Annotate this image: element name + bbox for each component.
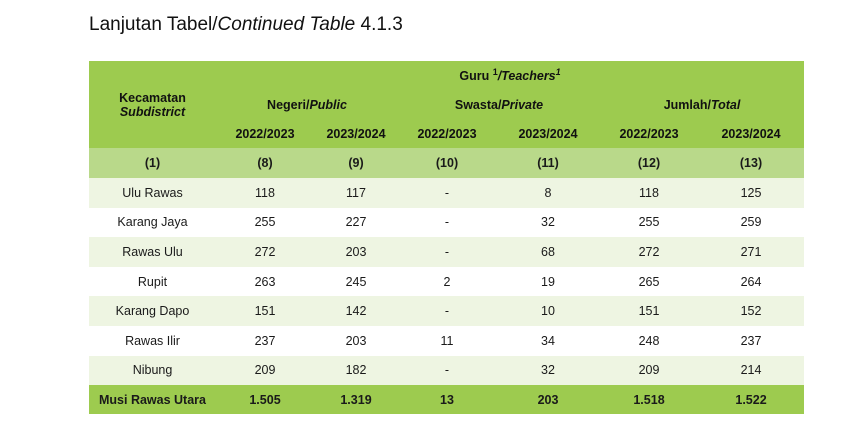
table-row	[89, 267, 804, 297]
col-number: (1)	[89, 148, 216, 178]
header-group-total	[600, 90, 804, 119]
col-number: (9)	[314, 148, 398, 178]
header-guru-label: Guru	[459, 68, 493, 83]
col-number: (11)	[496, 148, 600, 178]
header-teachers-sup: 1	[555, 66, 561, 77]
total-cell: 203	[496, 385, 600, 414]
cell: 264	[698, 267, 804, 297]
col-number: (13)	[698, 148, 804, 178]
total-cell: 13	[398, 385, 496, 414]
cell: 271	[698, 237, 804, 267]
cell: 263	[216, 267, 314, 297]
cell: 117	[314, 178, 398, 208]
cell: 248	[600, 326, 698, 356]
table-row	[89, 237, 804, 267]
total-cell: 1.522	[698, 385, 804, 414]
table-row	[89, 296, 804, 326]
cell: 272	[600, 237, 698, 267]
total-row	[89, 385, 804, 414]
cell: 209	[600, 356, 698, 386]
cell: 19	[496, 267, 600, 297]
cell: 142	[314, 296, 398, 326]
row-name: Karang Dapo	[89, 296, 216, 326]
header-year: 2022/2023	[398, 119, 496, 148]
col-number: (8)	[216, 148, 314, 178]
col-number: (12)	[600, 148, 698, 178]
row-name: Rawas Ilir	[89, 326, 216, 356]
cell: 68	[496, 237, 600, 267]
group-private-id: Swasta/	[454, 97, 502, 112]
cell: 203	[314, 326, 398, 356]
table-row	[89, 178, 804, 208]
group-total-en: Total	[710, 97, 741, 112]
cell: 11	[398, 326, 496, 356]
group-public-en: Public	[309, 97, 347, 112]
group-public-id: Negeri/	[267, 97, 310, 112]
cell: 151	[600, 296, 698, 326]
cell: 10	[496, 296, 600, 326]
cell: 272	[216, 237, 314, 267]
header-year: 2022/2023	[216, 119, 314, 148]
cell: 118	[600, 178, 698, 208]
total-cell: 1.518	[600, 385, 698, 414]
col-number: (10)	[398, 148, 496, 178]
header-subdistrict-label: Subdistrict	[119, 104, 186, 119]
row-name: Rawas Ulu	[89, 237, 216, 267]
cell: 255	[216, 208, 314, 238]
header-kecamatan	[89, 61, 216, 148]
table-row	[89, 356, 804, 386]
header-teachers-label: /Teachers	[497, 68, 556, 83]
header-year: 2023/2024	[314, 119, 398, 148]
cell: -	[398, 178, 496, 208]
header-teachers	[216, 61, 804, 90]
cell: 259	[698, 208, 804, 238]
cell: 118	[216, 178, 314, 208]
cell: 34	[496, 326, 600, 356]
header-year: 2023/2024	[698, 119, 804, 148]
total-cell: 1.505	[216, 385, 314, 414]
group-private-en: Private	[501, 97, 544, 112]
table-row	[89, 208, 804, 238]
cell: 203	[314, 237, 398, 267]
total-cell: 1.319	[314, 385, 398, 414]
title-number: 4.1.3	[355, 14, 403, 35]
teachers-table	[89, 61, 804, 414]
row-name: Nibung	[89, 356, 216, 386]
cell: 237	[216, 326, 314, 356]
cell: 32	[496, 208, 600, 238]
cell: -	[398, 208, 496, 238]
title-italic: Continued Table	[217, 14, 356, 35]
header-year: 2022/2023	[600, 119, 698, 148]
header-group-private	[398, 90, 600, 119]
header-group-public	[216, 90, 398, 119]
header-kecamatan-label: Kecamatan	[119, 90, 186, 105]
page-title	[89, 14, 403, 36]
cell: 151	[216, 296, 314, 326]
title-prefix: Lanjutan Tabel/	[89, 14, 218, 35]
cell: 2	[398, 267, 496, 297]
cell: 32	[496, 356, 600, 386]
cell: 152	[698, 296, 804, 326]
group-total-id: Jumlah/	[663, 97, 711, 112]
cell: -	[398, 237, 496, 267]
cell: 255	[600, 208, 698, 238]
cell: -	[398, 296, 496, 326]
cell: 125	[698, 178, 804, 208]
header-year: 2023/2024	[496, 119, 600, 148]
table-row	[89, 326, 804, 356]
cell: -	[398, 356, 496, 386]
cell: 182	[314, 356, 398, 386]
cell: 265	[600, 267, 698, 297]
row-name: Ulu Rawas	[89, 178, 216, 208]
cell: 245	[314, 267, 398, 297]
total-name: Musi Rawas Utara	[89, 385, 216, 414]
cell: 8	[496, 178, 600, 208]
row-name: Karang Jaya	[89, 208, 216, 238]
cell: 209	[216, 356, 314, 386]
cell: 227	[314, 208, 398, 238]
cell: 237	[698, 326, 804, 356]
header-guru-sup: 1	[492, 66, 498, 77]
row-name: Rupit	[89, 267, 216, 297]
cell: 214	[698, 356, 804, 386]
